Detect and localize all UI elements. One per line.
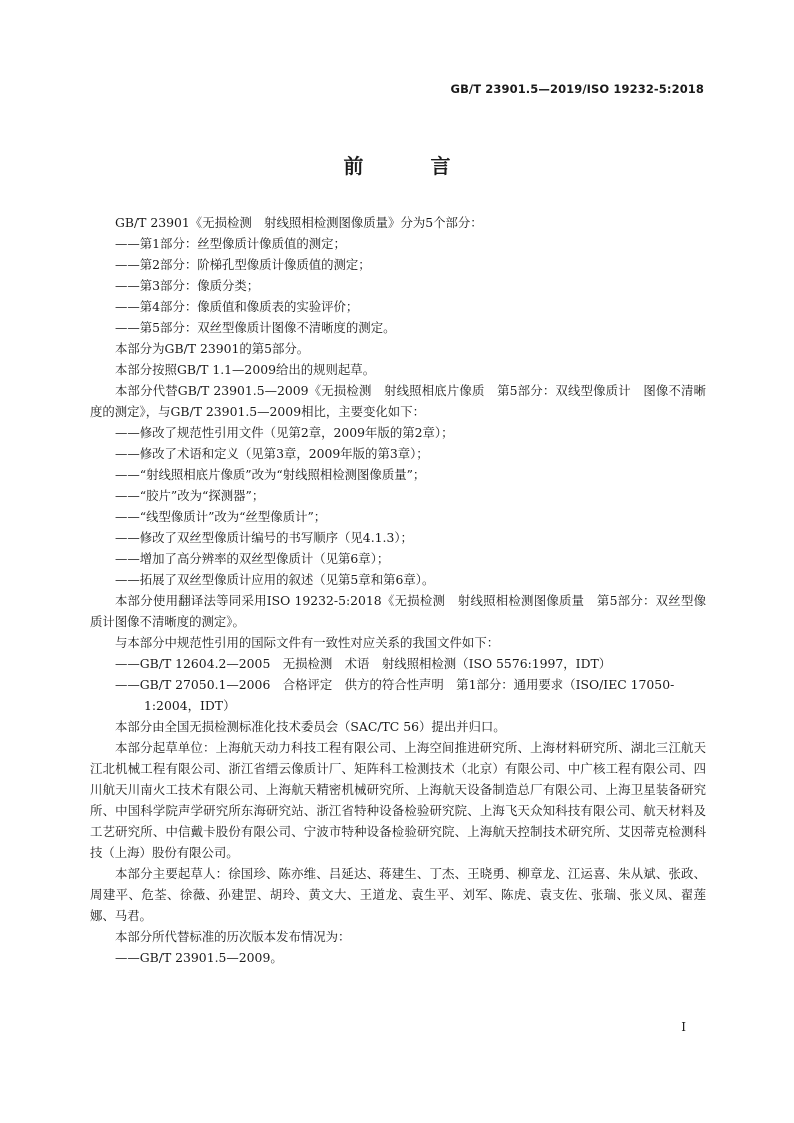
list-item: ——修改了规范性引用文件（见第2章，2009年版的第2章）； bbox=[115, 425, 454, 440]
list-item: ——GB/T 23901.5—2009。 bbox=[115, 950, 283, 965]
list-item: ——“线型像质计”改为“丝型像质计”； bbox=[115, 509, 327, 524]
list-item: ——“胶片”改为“探测器”； bbox=[115, 488, 265, 503]
list-item: ——第4部分：像质值和像质表的实验评价； bbox=[115, 299, 359, 314]
foreword-body bbox=[90, 212, 706, 968]
paragraph: 本部分主要起草人：徐国珍、陈亦维、吕延达、蒋建生、丁杰、王晓勇、柳章龙、江运喜、朱从斌、张政、周建平、危荃、徐薇、孙建罡、胡玲、黄文大、王道龙、袁生平、刘军、陈虎、袁支佐、张瑞、张义凤、翟莲娜、马君。 bbox=[90, 866, 706, 923]
paragraph: GB/T 23901《无损检测 射线照相检测图像质量》分为5个部分： bbox=[115, 215, 483, 230]
list-item: ——增加了高分辨率的双丝型像质计（见第6章）； bbox=[115, 551, 390, 566]
list-item: ——第2部分：阶梯孔型像质计像质值的测定； bbox=[115, 257, 371, 272]
list-item: ——拓展了双丝型像质计应用的叙述（见第5章和第6章）。 bbox=[115, 572, 435, 587]
list-item: ——“射线照相底片像质”改为“射线照相检测图像质量”； bbox=[115, 467, 426, 482]
list-item: ——GB/T 27050.1—2006 合格评定 供方的符合性声明 第1部分：通用要求（ISO/IEC 17050-1:2004，IDT） bbox=[115, 677, 675, 713]
list-item: ——修改了双丝型像质计编号的书写顺序（见4.1.3）； bbox=[115, 530, 413, 545]
list-item: ——第1部分：丝型像质计像质值的测定； bbox=[115, 236, 346, 251]
list-item: ——第3部分：像质分类； bbox=[115, 278, 260, 293]
page-title: 前 言 bbox=[343, 154, 481, 178]
paragraph: 本部分为GB/T 23901的第5部分。 bbox=[115, 341, 310, 356]
paragraph: 本部分使用翻译法等同采用ISO 19232-5:2018《无损检测 射线照相检测图像质量 第5部分：双丝型像质计图像不清晰度的测定》。 bbox=[90, 593, 706, 629]
paragraph: 本部分起草单位：上海航天动力科技工程有限公司、上海空间推进研究所、上海材料研究所、湖北三江航天江北机械工程有限公司、浙江省缙云像质计厂、矩阵科工检测技术（北京）有限公司、中广核工程有限公司、四川航天川南火工技术有限公司、上海航天精密机械研究所、上海航天设备制造总厂有限公司、上海卫星装备研究所、中国科学院声学研究所东海研究站、浙江省特种设备检验研究院、上海飞天众知科技有限公司、航天材料及工艺研究所、中信戴卡股份有限公司、宁波市特种设备检验研究院、上海航天控制技术研究所、艾因蒂克检测科技（上海）股份有限公司。 bbox=[90, 740, 706, 860]
paragraph: 本部分代替GB/T 23901.5—2009《无损检测 射线照相底片像质 第5部分：双线型像质计 图像不清晰度的测定》，与GB/T 23901.5—2009相比，主要变化如下： bbox=[90, 383, 706, 419]
paragraph: 本部分按照GB/T 1.1—2009给出的规则起草。 bbox=[115, 362, 376, 377]
page-number: I bbox=[681, 1020, 686, 1034]
paragraph: 与本部分中规范性引用的国际文件有一致性对应关系的我国文件如下： bbox=[115, 635, 500, 650]
list-item: ——修改了术语和定义（见第3章，2009年版的第3章）； bbox=[115, 446, 429, 461]
list-item: ——GB/T 12604.2—2005 无损检测 术语 射线照相检测（ISO 5576:1997，IDT） bbox=[115, 656, 612, 671]
document-code: GB/T 23901.5—2019/ISO 19232-5:2018 bbox=[450, 82, 704, 96]
paragraph: 本部分由全国无损检测标准化技术委员会（SAC/TC 56）提出并归口。 bbox=[115, 719, 506, 734]
paragraph: 本部分所代替标准的历次版本发布情况为： bbox=[115, 929, 351, 944]
list-item: ——第5部分：双丝型像质计图像不清晰度的测定。 bbox=[115, 320, 396, 335]
